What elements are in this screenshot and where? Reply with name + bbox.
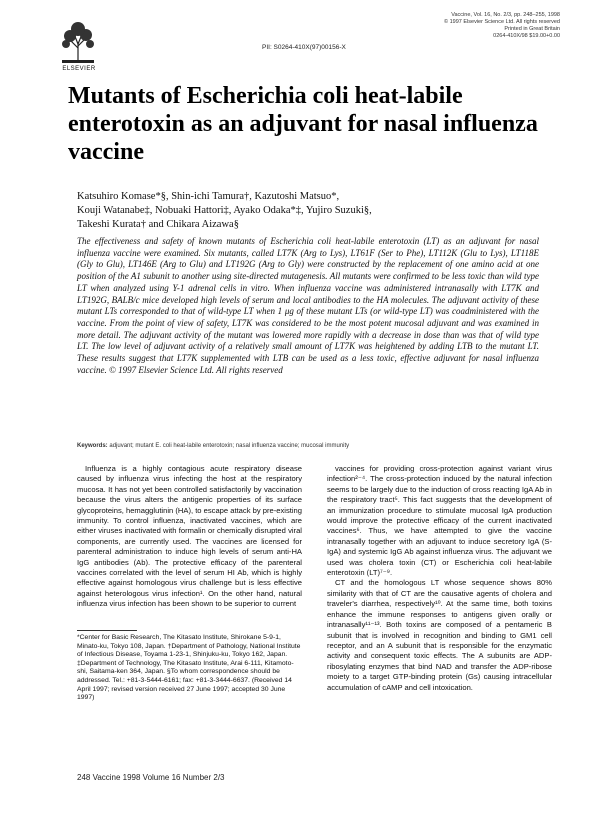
body-paragraph: vaccines for providing cross-protection against variant virus infection²⁻⁴. The cross-protection induced by the natural infection seems to be largely due to the induction of cross reacting IgA Ab in the respiratory tract⁵. This fact suggests that the development of an immunization procedure to stimulate mucosal IgA production would improve the protective efficacy of the current inactivated vaccines⁶. Thus, we have attempted to give the vaccine intranasally together with an adjuvant to induce secretory IgA (S-IgA) and systemic IgG Ab against influenza virus. The adjuvant we used was cholera toxin (CT) or Escherichia coli heat-labile enterotoxin (LT)⁷⁻⁹.: [327, 464, 552, 578]
article-title: Mutants of Escherichia coli heat-labile enterotoxin as an adjuvant for nasal influenza vaccine: [68, 83, 538, 165]
abstract: The effectiveness and safety of known mutants of Escherichia coli heat-labile enterotoxin (LT) as an adjuvant for nasal influenza vaccine were examined. Six mutants, called LT7K (Arg to Lys), LT61F (Ser to Phe), LT112K (Glu to Lys), LT118E (Gly to Glu), LT146E (Arg to Glu) and LT192G (Arg to Gly) were constructed by the replacement of one amino acid at one position of the A1 subunit to another using site-directed mutagenesis. All mutants were confirmed to be less toxic than wild type LT when analyzed using Y-1 adrenal cells in vitro. When influenza vaccine was administered intranasally with LT7K and LT192G, BALB/c mice developed high levels of serum and local antibodies to the HA molecules. The adjuvant activity of these mutant LTs corresponded to that of wild-type LT when 1 μg of these mutant LTs (or wild-type LT) was coadministered with the vaccine. From the point of view of safety, LT7K was considered to be the most potent mucosal adjuvant and was examined in more detail. The adjuvant activity of the mutant was lowered more rapidly with a decrease in dose than was that of wild type LT. The low level of adjuvant activity of a relatively small amount of LT7K was heightened by adding LTB to the mutant LT. These results suggest that LT7K supplemented with LTB can be used as a less toxic, effective adjuvant for nasal influenza vaccine. © 1997 Elsevier Science Ltd. All rights reserved: [77, 236, 539, 375]
body-paragraph: Influenza is a highly contagious acute respiratory disease caused by influenza virus infecting the host at the respiratory mucosa. It has not yet been controlled satisfactorily by vaccination because the virus alters the antigenic properties of its surface glycoproteins, hemagglutinin (HA), to escape attack by pre-existing immunity. To control influenza, inactivated vaccines, which are either viruses inactivated with formalin or chemically disrupted viral components, are currently used. The vaccines are licensed for parenteral administration to induce high levels of serum anti-HA IgG antibodies (Ab). The protective efficacy of the parenteral vaccines correlated with the level of serum HI Ab, which is highly effective against homologous virus challenge but is less effective against heterologous virus infection¹. On the other hand, natural influenza virus infection has been shown to be superior to current: [77, 464, 302, 609]
body-column-left: [77, 464, 302, 610]
journal-info-line: 0264-410X/98 $19.00+0.00: [493, 33, 560, 39]
journal-info-line: © 1997 Elsevier Science Ltd. All rights reserved: [444, 19, 560, 25]
keywords-label: Keywords:: [77, 443, 108, 449]
page-footer: 248 Vaccine 1998 Volume 16 Number 2/3: [77, 773, 225, 782]
author-list: [77, 190, 547, 232]
author-line: Katsuhiro Komase*§, Shin-ichi Tamura†, Kazutoshi Matsuo*,: [77, 191, 340, 202]
affiliation-footnote: *Center for Basic Research, The Kitasato Institute, Shirokane 5-9-1, Minato-ku, Tokyo 108, Japan. †Department of Pathology, National Institute of Infectious Disease, Toyama 1-23-1, Shinjuku-ku, Tokyo 162, Japan. ‡Department of Technology, The Kitasato Institute, Arai 6-111, Kitamoto-shi, Saitama-ken 364, Japan. §To whom correspondence should be addressed. Tel.: +81-3-5444-6161; fax: +81-3-3444-6637. (Received 14 April 1997; revised version received 27 June 1997; accepted 30 June 1997): [77, 634, 301, 702]
body-paragraph: CT and the homologous LT whose sequence shows 80% similarity with that of CT are the causative agents of cholera and traveler's diarrhea, respectively¹⁰. At the same time, both toxins enhance the immune responses to antigens given orally or intranasally¹¹⁻¹³. Both toxins are composed of a pentameric B subunit that is involved in recognition and binding to GM1 cell receptor, and an A subunit that is responsible for the enzymatic activity and consequent toxic effects. The A subunits are ADP-ribosylating enzymes that bind NAD and transfer the ADP-ribose moiety to a target GTP-binding protein (Gs) causing intracellular accumulation of cAMP and cell intoxication.: [327, 578, 552, 692]
publisher-logo-label: ELSEVIER: [62, 66, 96, 72]
author-line: Kouji Watanabe‡, Nobuaki Hattori‡, Ayako Odaka*‡, Yujiro Suzuki§,: [77, 205, 372, 216]
body-column-right: [327, 464, 552, 693]
footnote-divider: [77, 630, 137, 631]
journal-citation-block: [420, 12, 560, 40]
author-line: Takeshi Kurata† and Chikara Aizawa§: [77, 219, 239, 230]
keywords: [77, 443, 547, 449]
elsevier-tree-logo: [58, 20, 98, 64]
journal-info-line: Vaccine, Vol. 16, No. 2/3, pp. 248–255, 1998: [451, 12, 560, 18]
keywords-list: adjuvant; mutant E. coli heat-labile enterotoxin; nasal influenza vaccine; mucosal immunity: [109, 443, 350, 449]
pii-identifier: PII: S0264-410X(97)00156-X: [262, 44, 346, 51]
journal-info-line: Printed in Great Britain: [504, 26, 560, 32]
